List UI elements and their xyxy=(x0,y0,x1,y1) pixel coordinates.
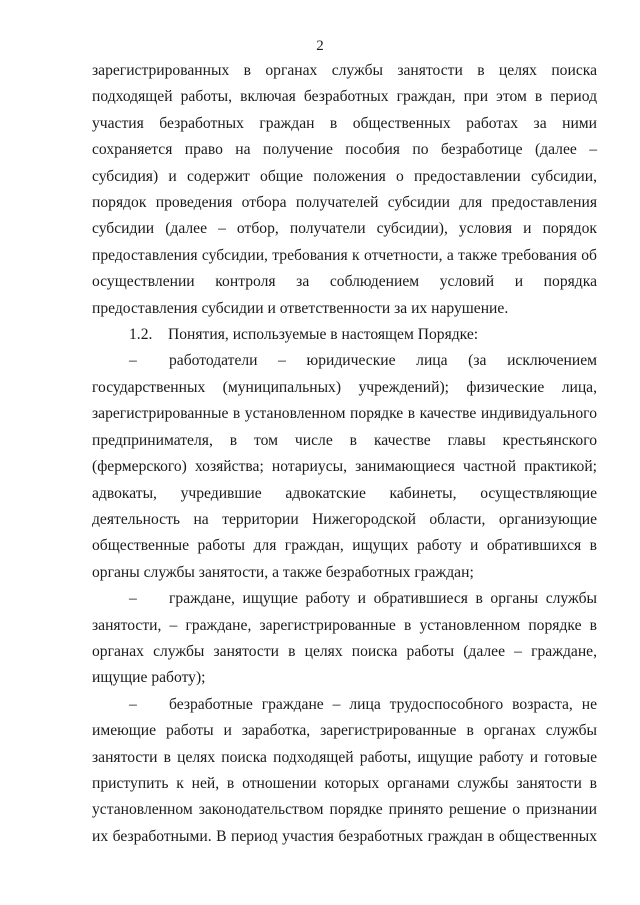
paragraph-continuation: зарегистрированных в органах службы занятости в целях поиска подходящей работы, включая безработных граждан, при этом в период участия безработных граждан в общественных работах за ними сохраняется право на получение пособия по безработице (далее – субсидия) и содержит общие положения о предоставлении субсидии, порядок проведения отбора получателей субсидии для предоставления субсидии (далее – отбор, получатели субсидии), условия и порядок предоставления субсидии, требования к отчетности, а также требования об осуществлении контроля за соблюдением условий и порядка предоставления субсидии и ответственности за их нарушение. xyxy=(92,62,597,317)
paragraph-section-1-2: 1.2. Понятия, используемые в настоящем Порядке: xyxy=(129,326,479,344)
paragraph-job-seekers xyxy=(92,586,597,692)
list-dash: – xyxy=(129,590,137,608)
paragraph-employers-text: работодатели – юридические лица (за исключением государственных (муниципальных) учреждений); физические лица, зарегистрированные в установленном порядке в качестве индивидуального предпринимателя, в том числе в качестве главы крестьянского (фермерского) хозяйства; нотариусы, занимающиеся частной практикой; адвокаты, учредившие адвокатские кабинеты, осуществляющие деятельность на территории Нижегородской области, организующие общественные работы для граждан, ищущих работу и обратившихся в органы службы занятости, а также безработных граждан; xyxy=(92,352,597,581)
document-body xyxy=(92,58,597,850)
list-dash: – xyxy=(129,352,137,370)
paragraph-job-seekers-text: граждане, ищущие работу и обратившиеся в органы службы занятости, – граждане, зарегистрированные в установленном порядке в органах службы занятости в целях поиска работы (далее – граждане, ищущие работу); xyxy=(92,590,597,687)
paragraph-unemployed xyxy=(92,692,597,850)
list-dash: – xyxy=(129,695,137,713)
paragraph-unemployed-text: безработные граждане – лица трудоспособного возраста, не имеющие работы и заработка, зарегистрированные в органах службы занятости в целях поиска подходящей работы, ищущие работу и готовые приступить к ней, в отношении которых органами службы занятости в установленном законодательством порядке принято решение о признании их безработными. В период участия безработных граждан в общественных xyxy=(92,695,597,845)
paragraph-employers xyxy=(92,348,597,586)
page-number: 2 xyxy=(316,38,324,54)
